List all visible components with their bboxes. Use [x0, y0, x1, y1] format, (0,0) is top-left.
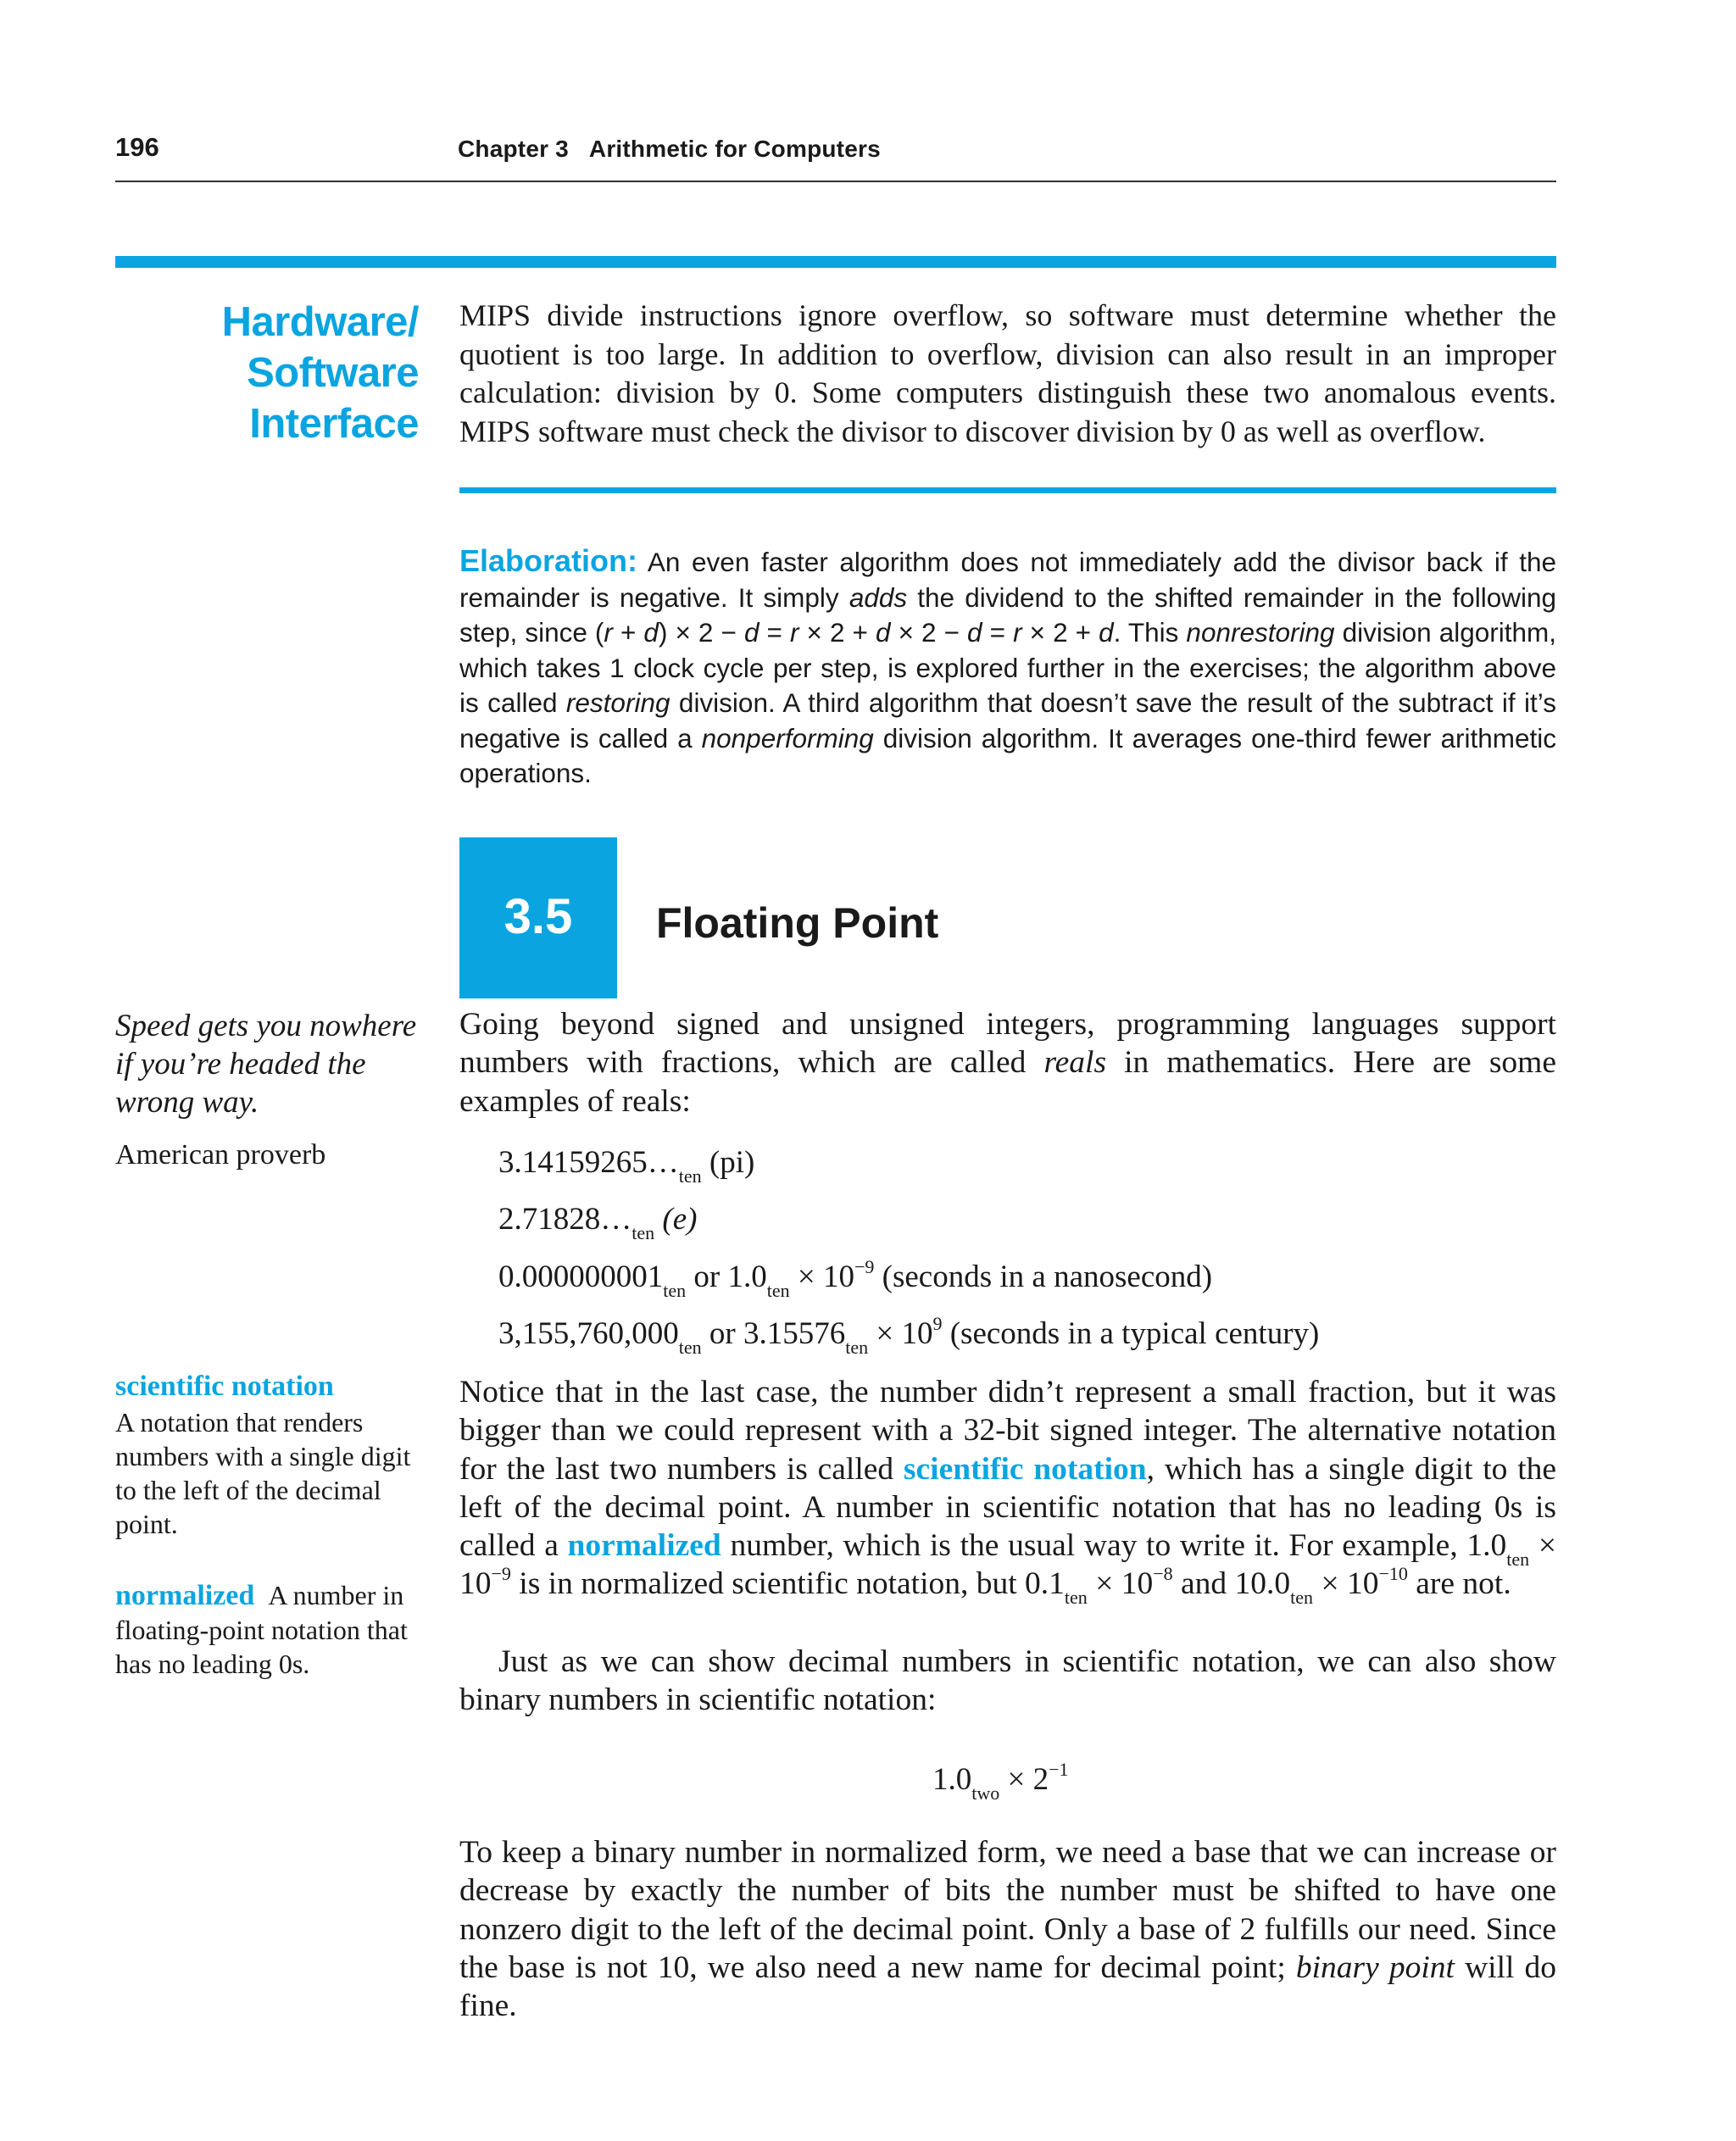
- emphasis: reals: [1043, 1045, 1107, 1081]
- hsi-bottom-bar: [459, 487, 1556, 493]
- hsi-title-line: Software: [247, 350, 419, 396]
- example-value: 3.14159265…: [498, 1145, 679, 1180]
- text-run: are not.: [1407, 1566, 1511, 1602]
- chapter-title: Arithmetic for Computers: [588, 136, 881, 162]
- subscript: ten: [1290, 1587, 1314, 1609]
- math-var: r: [789, 617, 799, 648]
- example-e: [498, 1201, 698, 1243]
- text-run: division algorithm, which takes 1 clock cycle per step, is explored further in the exercises; the algorithm above is called: [459, 617, 1556, 718]
- text-run: number, which is the usual way to write it. For example, 1.0: [721, 1528, 1507, 1564]
- emphasis: nonperforming: [701, 722, 874, 754]
- math-var: d: [967, 617, 982, 648]
- subscript: ten: [1064, 1587, 1088, 1609]
- text-run: An even faster algorithm does not immediately add the divisor back if the remainder is negative. It simply: [459, 547, 1556, 613]
- text-run: will do fine.: [459, 1949, 1557, 2024]
- example-value: 3,155,760,000: [498, 1316, 679, 1351]
- text-run: × 10: [1313, 1566, 1379, 1602]
- epigraph-source: American proverb: [115, 1139, 326, 1171]
- hsi-title-line: Hardware/: [221, 299, 419, 345]
- text-run: Just as we can show decimal numbers in scientific notation, we can also show binary numbers in scientific notation:: [459, 1644, 1556, 1718]
- emphasis: binary point: [1295, 1949, 1455, 1985]
- text-run: × 2 −: [890, 617, 968, 648]
- subscript: ten: [766, 1280, 790, 1301]
- term-normalized: normalized: [567, 1528, 721, 1564]
- example-note: (seconds in a nanosecond): [874, 1260, 1213, 1294]
- math-var: r: [604, 617, 613, 648]
- text-run: × 10: [868, 1316, 933, 1351]
- section-title: Floating Point: [656, 899, 939, 947]
- text-run: +: [612, 617, 644, 648]
- text-run: × 2 +: [1021, 617, 1099, 648]
- superscript: 9: [932, 1313, 943, 1334]
- text-run: the dividend to the shifted remainder in the following step, since (: [459, 581, 1556, 648]
- example-nanosecond: [498, 1256, 1213, 1301]
- epigraph-quote: Speed gets you nowhere if you’re headed the wrong way.: [115, 1009, 417, 1120]
- superscript: −9: [491, 1563, 511, 1585]
- normalized-paragraph: [459, 1833, 1556, 2025]
- math-var: d: [876, 617, 891, 648]
- binary-formula: [932, 1759, 1069, 1804]
- text-run: division algorithm. It averages one-third fewer arithmetic operations.: [459, 722, 1557, 788]
- glossary-definition: A notation that renders numbers with a single digit to the left of the decimal point.: [115, 1407, 411, 1539]
- superscript: −8: [1153, 1563, 1173, 1585]
- math-var: r: [1013, 617, 1022, 648]
- text-run: division. A third algorithm that doesn’t save the result of the subtract if it’s negative is called a: [459, 687, 1556, 754]
- elaboration-label: Elaboration:: [459, 543, 638, 578]
- header-rule: [115, 181, 1556, 182]
- subscript: ten: [632, 1222, 655, 1243]
- superscript: −9: [854, 1256, 875, 1277]
- subscript: ten: [678, 1337, 702, 1358]
- text-run: =: [759, 617, 790, 648]
- text-run: × 2 +: [798, 617, 876, 648]
- hsi-body: MIPS divide instructions ignore overflow, so software must determine whether the quotient is too large. In addition to overflow, division can also result in an improper calculation: division by 0. Some computers distinguish these two anomalous events. MIPS software must check the divisor to discover division by 0 as well as overflow.: [459, 298, 1556, 448]
- text-run: =: [982, 617, 1014, 648]
- text-run: and 10.0: [1172, 1566, 1291, 1602]
- chapter-label: Chapter 3: [458, 136, 569, 162]
- text-run: × 10: [459, 1528, 1556, 1602]
- text-run: or 1.0: [686, 1260, 767, 1294]
- text-run: is in normalized scientific notation, but 0.1: [510, 1566, 1065, 1602]
- binary-paragraph: [459, 1643, 1556, 1720]
- section-number: 3.5: [504, 889, 573, 944]
- math-var: d: [643, 617, 659, 648]
- emphasis: restoring: [565, 687, 670, 718]
- text-run: in mathematics. Here are some examples of reals:: [459, 1045, 1556, 1119]
- example-note: (e): [662, 1202, 698, 1237]
- emphasis: nonrestoring: [1186, 617, 1335, 648]
- superscript: −1: [1049, 1759, 1069, 1780]
- subscript: ten: [663, 1280, 687, 1301]
- subscript: ten: [1506, 1549, 1530, 1571]
- text-run: To keep a binary number in normalized form, we need a base that we can increase or decrease by exactly the number of bits the number must be shifted to have one nonzero digit to the left of the decimal point. Only a base of 2 fulfills our need. Since the base is not 10, we also need a new name for decimal point;: [459, 1835, 1556, 1985]
- text-run: , which has a single digit to the left of the decimal point. A number in scientific notation that has no leading 0s is called a: [459, 1451, 1557, 1564]
- example-value: 0.000000001: [498, 1260, 664, 1294]
- hsi-title: [115, 297, 419, 449]
- hsi-top-bar: [115, 256, 1556, 268]
- glossary-definition: A number in floating-point notation that has no leading 0s.: [115, 1580, 408, 1679]
- subscript: two: [971, 1782, 1000, 1804]
- chapter-header: [458, 136, 881, 163]
- example-century: [498, 1313, 1320, 1358]
- glossary-entry: [115, 1578, 437, 1681]
- text-run: × 10: [789, 1260, 854, 1294]
- intro-paragraph: [459, 1005, 1556, 1121]
- text-run: Going beyond signed and unsigned integers, programming languages support numbers with fractions, which are called: [459, 1007, 1556, 1081]
- term-scientific-notation: scientific notation: [903, 1451, 1147, 1487]
- text-run: ) × 2 −: [658, 617, 744, 648]
- glossary-term: normalized: [115, 1580, 255, 1611]
- math-var: d: [743, 617, 760, 648]
- example-note: (seconds in a typical century): [942, 1316, 1320, 1351]
- formula-mantissa: 1.0: [932, 1762, 972, 1797]
- page-number: 196: [115, 132, 159, 162]
- example-note: (pi): [709, 1145, 755, 1180]
- hsi-title-line: Interface: [249, 401, 419, 447]
- subscript: ten: [845, 1337, 869, 1358]
- example-pi: [498, 1144, 755, 1187]
- glossary-term: scientific notation: [115, 1371, 334, 1402]
- elaboration-paragraph: [459, 543, 1556, 792]
- text-run: × 10: [1087, 1566, 1154, 1602]
- superscript: −10: [1378, 1563, 1408, 1585]
- text-run: . This: [1113, 617, 1187, 648]
- emphasis: adds: [849, 581, 908, 613]
- text-run: Notice that in the last case, the number didn’t represent a small fraction, but it was bigger than we could represent with a 32-bit signed integer. The alternative notation for the last two numbers is called: [459, 1375, 1556, 1487]
- subscript: ten: [678, 1165, 702, 1187]
- text-run: or 3.15576: [701, 1316, 846, 1351]
- example-value: 2.71828…: [498, 1202, 632, 1237]
- text-run: × 2: [999, 1762, 1049, 1797]
- math-var: d: [1099, 617, 1114, 648]
- notice-paragraph: [459, 1373, 1557, 1609]
